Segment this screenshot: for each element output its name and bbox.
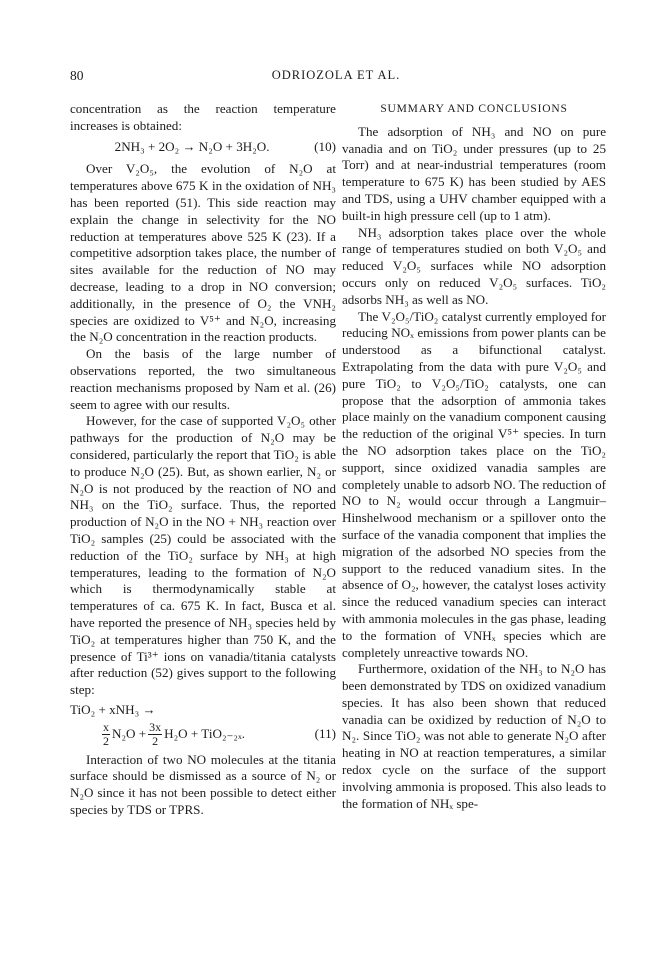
running-title: ODRIOZOLA ET AL. (271, 68, 401, 82)
equation-expression: 2NH₃ + 2O₂ → N₂O + 3H₂O. (114, 138, 270, 154)
equation-number: (10) (314, 138, 336, 154)
page-number: 80 (70, 68, 84, 83)
section-heading: SUMMARY AND CONCLUSIONS (380, 103, 568, 115)
left-column (70, 101, 336, 819)
paragraph: On the basis of the large number of observations reported, the two simultaneous reaction mechanisms proposed by Nam et al. (26) seem to agree with our results. (70, 346, 336, 412)
equation-rhs (70, 721, 336, 748)
equation-10 (70, 139, 336, 156)
paragraph: Over V₂O₅, the evolution of N₂O at temperatures above 675 K in the oxidation of NH₃ has been reported (51). This side reaction may explain the change in selectivity for the NO reduction at temperatures above 525 K (23). If a competitive adsorption takes place, the number of sites available for the reduction of NO may decrease, leading to a drop in NO conversion; additionally, in the presence of O₂ the VNH₂ species are oxidized to V⁵⁺ and N₂O, increasing the N₂O concentration in the reaction products. (70, 161, 336, 345)
fraction-numerator: x (103, 719, 109, 734)
paragraph: The V₂O₅/TiO₂ catalyst currently employed for reducing NOₓ emissions from power plants can be understood as a bifunctional catalyst. Extrapolating from the data with pure V₂O₅ and pure TiO₂ to V₂O₅/TiO₂ catalysts, one can propose that the adsorption of ammonia takes place mainly on the vanadium component causing the reduction of the original V⁵⁺ species. In turn the NO adsorption takes place on the TiO₂ support, since oxidized vanadia samples are completely unable to adsorb NO. The reduction of NO to N₂ would occur through a Langmuir–Hinshelwood mechanism or a spillover onto the surface of the vanadia component that implies the migration of the adsorbed NO species from the support to the reduced vanadium sites. In the absence of O₂, however, the catalyst loses activity since the reduced vanadium species can interact with ammonia molecules in the gas phase, leading to the formation of VNHₓ species which are completely unreactive towards NO. (342, 308, 606, 660)
fraction-denominator: 2 (152, 733, 159, 748)
fraction (102, 721, 110, 748)
paragraph: However, for the case of supported V₂O₅ other pathways for the production of N₂O may be considered, particularly the report that TiO₂ is able to produce N₂O (25). But, as shown earlier, N₂ or N₂O is not produced by the reaction of NO and NH₃ on the TiO₂ surface. Thus, the reported production of N₂O in the NO + NH₃ reaction over TiO₂ samples (25) could be associated with the reduction of the TiO₂ surface by NH₃ at high temperatures, leading to the formation of N₂O which is thermodynamically stable at temperatures of ca. 675 K. In fact, Busca et al. have reported the presence of NH₃ species held by TiO₂ at temperatures higher than 750 K, and the presence of Ti³⁺ ions on vanadia/titania catalysts after reduction (52) gives support to the following step: (70, 413, 336, 698)
fraction (148, 721, 162, 748)
equation-11 (70, 702, 336, 748)
equation-term: N₂O + (112, 725, 147, 741)
equation-term: H₂O + TiO₂₋₂ₓ. (164, 725, 246, 741)
paragraph: concentration as the reaction temperature increases is obtained: (70, 101, 336, 133)
paragraph: NH₃ adsorption takes place over the whole range of temperatures studied on both V₂O₅ and reduced V₂O₅ surfaces while NO adsorption occurs only on reduced V₂O₅ surfaces. TiO₂ adsorbs NH₃ as well as NO. (342, 224, 606, 307)
page-header (0, 68, 672, 88)
fraction-numerator: 3x (149, 719, 162, 734)
equation-number: (11) (314, 725, 336, 741)
paragraph: Interaction of two NO molecules at the titania surface should be dismissed as a source of N₂ or N₂O since it has not been possible to detect either species by TDS or TPRS. (70, 751, 336, 818)
paragraph: Furthermore, oxidation of the NH₃ to N₂O has been demonstrated by TDS on oxidized vanadium species. It has also been shown that reduced vanadia can be oxidized by reduction of N₂O to N₂. Since TiO₂ was not able to generate N₂O after heating in NO at reaction temperatures, a similar redox cycle on the surface of the support involving ammonia is proposed. This also leads to the formation of NHₓ spe- (342, 661, 606, 811)
equation-lhs: TiO₂ + xNH₃ → (70, 701, 156, 717)
paragraph: The adsorption of NH₃ and NO on pure vanadia and on TiO₂ under pressures (up to 25 Torr) and at near-industrial temperatures (room temperature to 675 K) has been studied by AES and TDS, using a UHV chamber equipped with a built-in high pressure cell (up to 1 atm). (342, 123, 606, 223)
right-column (342, 101, 606, 812)
fraction-denominator: 2 (103, 733, 109, 748)
